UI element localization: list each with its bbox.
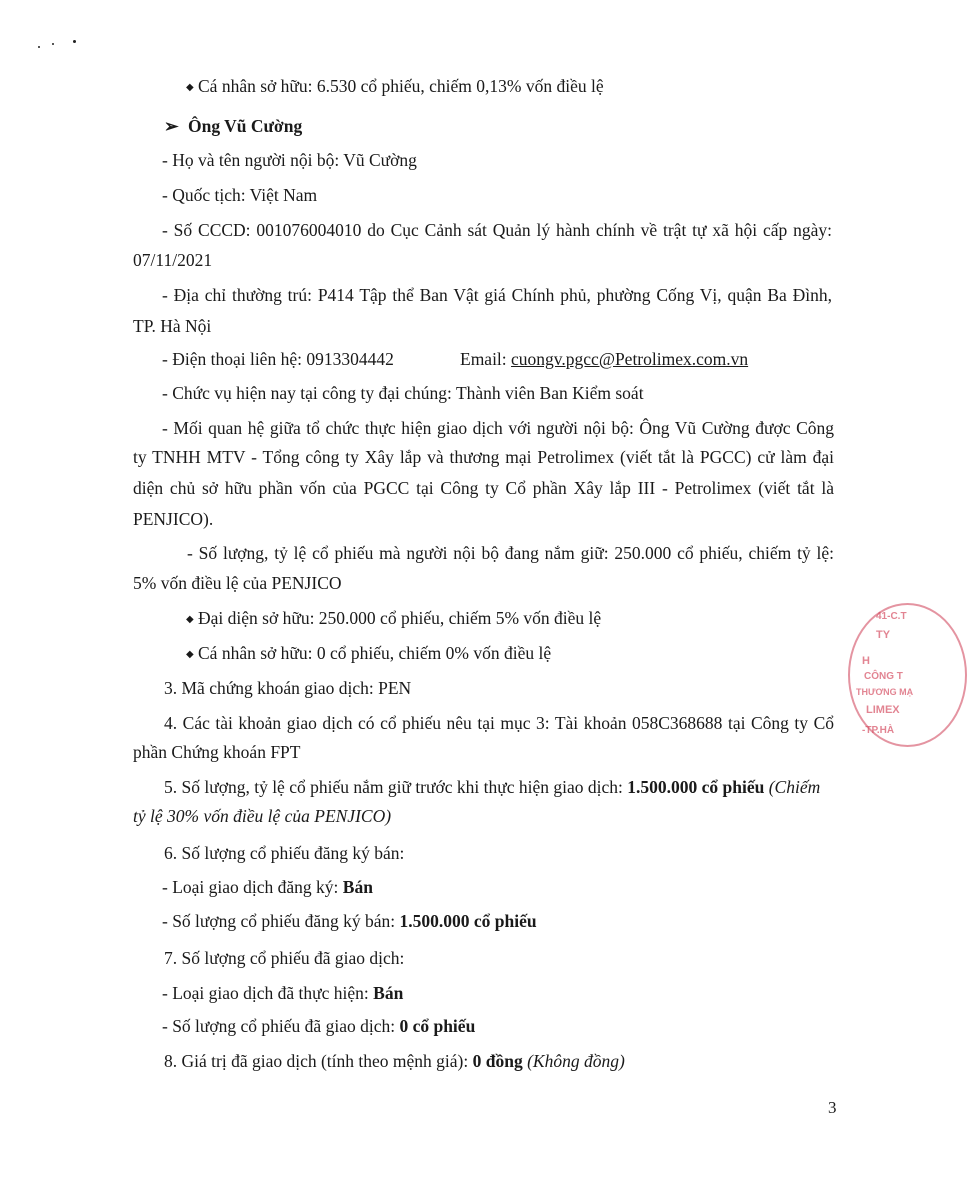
relationship-line-4: PENJICO). <box>133 509 214 529</box>
diamond-bullet-icon: ◆ <box>186 82 194 93</box>
insider-name: - Họ và tên người nội bộ: Vũ Cường <box>162 150 417 170</box>
section-7-quantity: - Số lượng cổ phiếu đã giao dịch: 0 cổ phiếu <box>162 1016 476 1036</box>
arrow-bullet-icon: ➢ <box>164 116 179 136</box>
relationship-line-2: ty TNHH MTV - Tổng công ty Xây lắp và thương mại Petrolimex (viết tắt là PGCC) cử làm đại <box>133 447 834 467</box>
bullet-personal: ◆ Cá nhân sở hữu: 0 cổ phiếu, chiếm 0% vốn điều lệ <box>186 643 552 663</box>
nationality: - Quốc tịch: Việt Nam <box>162 185 318 205</box>
section-6-type: - Loại giao dịch đăng ký: Bán <box>162 877 373 897</box>
diamond-bullet-icon: ◆ <box>186 614 194 625</box>
holding-line-2: 5% vốn điều lệ của PENJICO <box>133 573 342 593</box>
section-7-type: - Loại giao dịch đã thực hiện: Bán <box>162 983 404 1003</box>
address-line-1: - Địa chỉ thường trú: P414 Tập thể Ban Vật giá Chính phủ, phường Cống Vị, quận Ba Đình, <box>162 285 832 305</box>
bullet-personal-ownership-prev: ◆ Cá nhân sở hữu: 6.530 cổ phiếu, chiếm 0,13% vốn điều lệ <box>186 76 604 96</box>
person-heading: ➢ Ông Vũ Cường <box>164 116 303 136</box>
diamond-bullet-icon: ◆ <box>186 649 194 660</box>
id-card-line-2: 07/11/2021 <box>133 250 213 270</box>
section-4-line-2: phần Chứng khoán FPT <box>133 742 301 762</box>
section-7: 7. Số lượng cổ phiếu đã giao dịch: <box>164 948 405 968</box>
section-4-line-1: 4. Các tài khoản giao dịch có cổ phiếu nêu tại mục 3: Tài khoản 058C368688 tại Công ty Cổ <box>164 713 834 733</box>
relationship-line-3: diện chủ sở hữu phần vốn của PGCC tại Công ty Cổ phần Xây lắp III - Petrolimex (viết tắt là <box>133 478 834 498</box>
bullet-representative: ◆ Đại diện sở hữu: 250.000 cổ phiếu, chiếm 5% vốn điều lệ <box>186 608 602 628</box>
email-line: Email: cuongv.pgcc@Petrolimex.com.vn <box>460 349 749 369</box>
section-5-line-1: 5. Số lượng, tỷ lệ cổ phiếu nắm giữ trước khi thực hiện giao dịch: 1.500.000 cổ phiếu (Chiếm <box>164 777 821 797</box>
section-6: 6. Số lượng cổ phiếu đăng ký bán: <box>164 843 405 863</box>
position: - Chức vụ hiện nay tại công ty đại chúng: Thành viên Ban Kiểm soát <box>162 383 644 403</box>
phone: - Điện thoại liên hệ: 0913304442 <box>162 349 394 369</box>
address-line-2: TP. Hà Nội <box>133 316 212 336</box>
section-8: 8. Giá trị đã giao dịch (tính theo mệnh giá): 0 đồng (Không đồng) <box>164 1051 625 1071</box>
relationship-line-1: - Mối quan hệ giữa tổ chức thực hiện giao dịch với người nội bộ: Ông Vũ Cường được Công <box>162 418 834 438</box>
page-number: 3 <box>828 1098 837 1117</box>
section-5-line-2: tỷ lệ 30% vốn điều lệ của PENJICO) <box>133 806 392 826</box>
id-card-line-1: - Số CCCD: 001076004010 do Cục Cảnh sát Quản lý hành chính về trật tự xã hội cấp ngày: <box>162 220 832 240</box>
holding-line-1: - Số lượng, tỷ lệ cổ phiếu mà người nội bộ đang nắm giữ: 250.000 cổ phiếu, chiếm tỷ lệ: <box>187 543 834 563</box>
section-3: 3. Mã chứng khoán giao dịch: PEN <box>164 678 412 698</box>
company-seal-stamp: 41-C.T TY H CÔNG T THƯƠNG MẠ LIMEX -TP.HÀ <box>848 603 967 747</box>
section-6-quantity: - Số lượng cổ phiếu đăng ký bán: 1.500.000 cổ phiếu <box>162 911 537 931</box>
email-link[interactable]: cuongv.pgcc@Petrolimex.com.vn <box>511 349 749 369</box>
